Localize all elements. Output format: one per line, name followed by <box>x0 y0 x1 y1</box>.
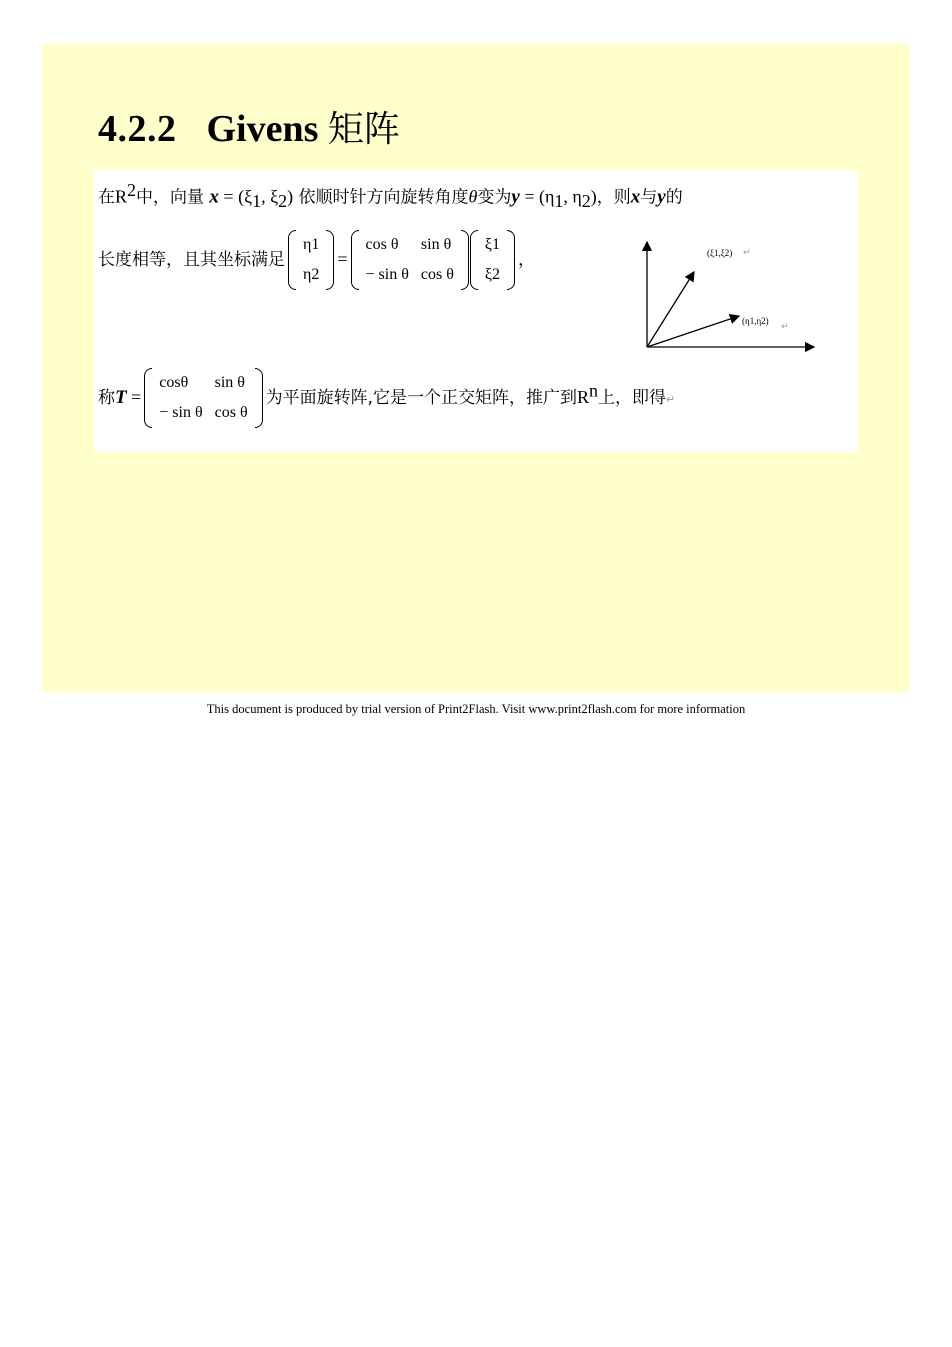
slide-panel <box>42 43 910 693</box>
content-image <box>94 170 858 452</box>
x-mid: , ξ <box>261 186 279 207</box>
label-xi: (ξ1,ξ2) <box>707 248 733 258</box>
y-close: ) <box>590 186 597 207</box>
text-line-1 <box>98 180 683 212</box>
line1-text-g: 的 <box>665 187 683 208</box>
sub-4: 2 <box>581 191 591 212</box>
y-mid: , η <box>563 186 582 207</box>
label-eta: (η1,η2) <box>742 316 769 326</box>
t22: cos θ <box>214 404 248 421</box>
section-title-cjk: 矩阵 <box>327 109 400 150</box>
sub-3: 1 <box>554 191 564 212</box>
matrix-T: T <box>115 387 127 408</box>
line2-comma: ， <box>518 250 536 270</box>
line1-text-f: 与 <box>640 187 658 208</box>
sub-2: 2 <box>278 191 288 212</box>
section-title <box>98 101 400 152</box>
rotation-matrix-T <box>144 368 262 428</box>
xi1: ξ1 <box>484 236 501 253</box>
space-R-exponent: 2 <box>127 180 137 200</box>
equals-sign: = <box>337 249 348 269</box>
text-line-3 <box>98 368 675 428</box>
line1-text-e: ，则 <box>596 187 631 208</box>
space-Rn-exponent: n <box>589 380 599 401</box>
t12: sin θ <box>214 374 245 391</box>
space-Rn: R <box>577 387 590 407</box>
return-mark-1: ↵ <box>743 248 751 258</box>
section-title-word: Givens <box>206 108 319 150</box>
eta1: η1 <box>303 236 320 253</box>
xi2: ξ2 <box>484 266 501 283</box>
line3-text-c: 上，即得 <box>598 388 667 408</box>
vector-y-2: y <box>657 186 666 208</box>
text-line-2 <box>98 230 535 290</box>
vector-eta-arrow <box>647 316 739 347</box>
line1-text-c: 依顺时针方向旋转角度 <box>298 187 469 208</box>
vector-x-2: x <box>630 186 641 208</box>
vector-y: y <box>511 186 520 208</box>
rotation-matrix <box>351 230 469 290</box>
line1-text-d: 变为 <box>477 187 512 208</box>
line3-text-b: 为平面旋转阵,它是一个正交矩阵，推广到 <box>265 388 578 408</box>
t11: cosθ <box>159 374 189 391</box>
m12: sin θ <box>420 236 452 253</box>
line2-text: 长度相等，且其坐标满足 <box>98 250 285 270</box>
eta2: η2 <box>303 266 320 283</box>
return-mark-2: ↵ <box>781 322 789 332</box>
line1-text-b: 中，向量 <box>136 187 205 208</box>
vector-xi-arrow <box>647 272 694 347</box>
vector-x: x <box>209 186 219 208</box>
line1-text-a: 在 <box>98 187 115 208</box>
t21: − sin θ <box>159 404 203 421</box>
vector-x-value: = (ξ <box>218 186 253 207</box>
space-R: R <box>115 186 128 207</box>
theta-symbol: θ <box>468 186 478 207</box>
sub-1: 1 <box>252 191 262 212</box>
m22: cos θ <box>420 266 454 283</box>
section-number: 4.2.2 <box>98 108 177 150</box>
m11: cos θ <box>365 236 399 253</box>
return-mark-3: ↵ <box>666 393 676 406</box>
rotation-diagram <box>639 232 819 362</box>
equals-sign-2: = <box>126 387 142 407</box>
xi-vector <box>470 230 515 290</box>
x-close: ) <box>287 186 294 207</box>
vector-y-value: = (η <box>519 186 555 207</box>
trial-footer: This document is produced by trial version of Print2Flash. Visit www.print2flash.com for more information <box>206 702 746 716</box>
line3-text-a: 称 <box>98 388 115 408</box>
m21: − sin θ <box>365 266 409 283</box>
eta-vector <box>288 230 334 290</box>
